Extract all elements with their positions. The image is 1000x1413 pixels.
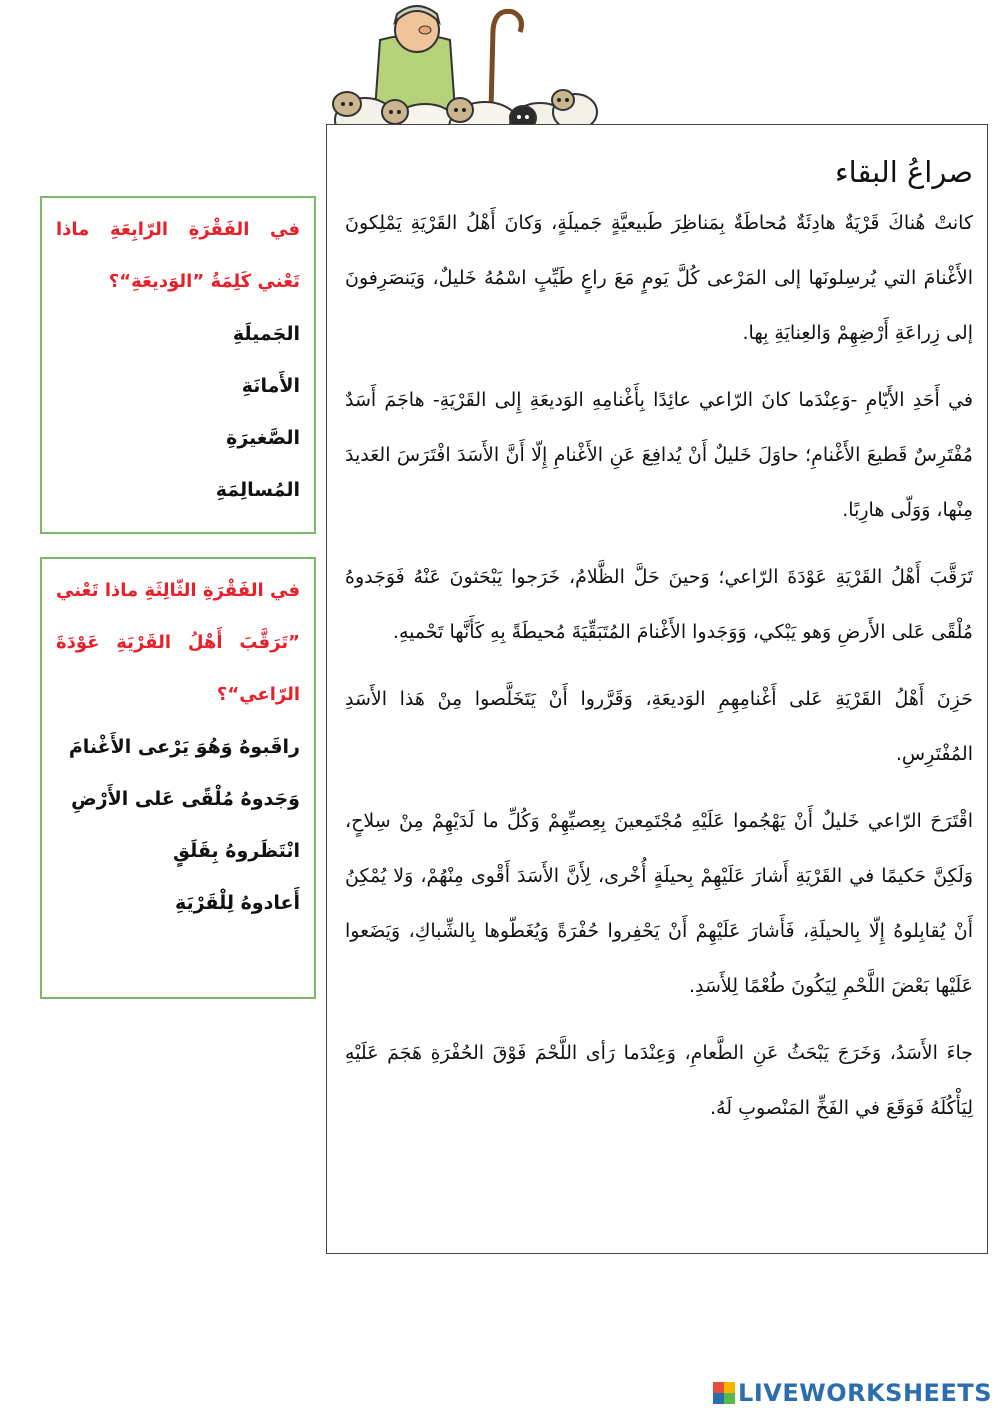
question-box-2 [40, 557, 316, 999]
story-paragraph-2: في أَحَدِ الأَيّامِ -وَعِنْدَما كانَ الرّاعي عائِدًا بِأَغْنامِهِ الوَديعَةِ إِلى القَرْيَةِ- هاجَمَ أَسَدٌ مُفْتَرِسٌ قَطيعَ الأَغْنامِ؛ حاوَلَ خَليلٌ أَنْ يُدافِعَ عَنِ الأَغْنامِ إِلّا أَنَّ الأَسَدَ افْتَرَسَ العَديدَ مِنْها، وَوَلّى هارِبًا. [345, 388, 973, 521]
story-paragraph-6: جاءَ الأَسَدُ، وَخَرَجَ يَبْحَثُ عَنِ الطَّعامِ، وَعِنْدَما رَأى اللَّحْمَ فَوْقَ الحُفْرَةِ هَجَمَ عَلَيْهِ لِيَأْكُلَهُ فَوَقَعَ في الفَخِّ المَنْصوبِ لَهُ. [345, 1041, 973, 1119]
question-2-option-2[interactable]: وَجَدوهُ مُلْقًى عَلى الأَرْضِ [71, 788, 300, 810]
question-1-prompt: في الفَقْرَةِ الرّابِعَةِ ماذا تَعْني كَلِمَةُ ”الوَديعَةِ“؟ [56, 219, 300, 292]
story-paragraph-3: تَرَقَّبَ أَهْلُ القَرْيَةِ عَوْدَةَ الرّاعي؛ وَحينَ حَلَّ الظَّلامُ، خَرَجوا يَبْحَثونَ عَنْهُ فَوَجَدوهُ مُلْقًى عَلى الأَرضِ وَهو يَبْكي، وَوَجَدوا الأَغْنامَ المُتَبَقِّيَةَ مُحيطَةً بِهِ كَأَنَّها تَحْميهِ. [345, 565, 973, 643]
question-1-option-1[interactable]: الجَميلَةِ [232, 323, 300, 345]
question-2-option-4[interactable]: أَعادوهُ لِلْقَرْيَةِ [174, 892, 300, 914]
story-paragraph-4: حَزِنَ أَهْلُ القَرْيَةِ عَلى أَغْنامِهِمِ الوَديعَةِ، وَقَرَّروا أَنْ يَتَخَلَّصوا مِنْ هَذا الأَسَدِ المُفْتَرِسِ. [345, 687, 973, 765]
question-2-option-1[interactable]: راقَبوهُ وَهُوَ يَرْعى الأَغْنامَ [68, 736, 300, 758]
story-panel [326, 124, 988, 1254]
brand-name: LIVEWORKSHEETS [738, 1379, 992, 1407]
liveworksheets-logo-icon [713, 1382, 735, 1404]
story-paragraph-1: كانتْ هُناكَ قَرْيَةٌ هادِئَةٌ مُحاطَةٌ بِمَناظِرَ طَبيعيَّةٍ جَميلَةٍ، وَكانَ أَهْلُ القَرْيَةِ يَمْلِكونَ الأَغْنامَ التي يُرسِلونَها إلى المَرْعى كُلَّ يَومٍ مَعَ راعٍ طَيِّبٍ اسْمُهُ خَليلٌ، وَيَنصَرِفونَ إلى زِراعَةِ أَرْضِهِمْ وَالعِنايَةِ بِها. [345, 211, 973, 344]
question-box-1 [40, 196, 316, 534]
footer-brand [713, 1376, 992, 1410]
question-1-option-3[interactable]: الصَّغيرَةِ [226, 427, 300, 449]
question-2-prompt: في الفَقْرَةِ الثّالِثَةِ ماذا تَعْني ”تَرَقَّبَ أَهْلُ القَرْيَةِ عَوْدَةَ الرّاعي“؟ [56, 580, 300, 705]
question-1-option-2[interactable]: الأَمانَةِ [241, 375, 300, 397]
story-paragraph-5: اقْتَرَحَ الرّاعي خَليلٌ أَنْ يَهْجُموا عَلَيْهِ مُجْتَمِعينَ بِعِصيِّهِمْ وَكُلِّ ما لَدَيْهِمْ مِنْ سِلاحٍ، وَلَكِنَّ حَكيمًا في القَرْيَةِ أَشارَ عَلَيْهِمْ بِحيلَةٍ أُخْرى، لِأَنَّ الأَسَدَ أَقْوى مِنْهُمْ، وَلا يُمْكِنُ أَنْ يُقابِلوهُ إِلّا بِالحيلَةِ، فَأَشارَ عَلَيْهِمْ أَنْ يَحْفِروا حُفْرَةً وَيُغَطّوها بِالشِّباكِ، وَيَضَعوا عَلَيْها بَعْضَ اللَّحْمِ لِيَكُونَ طُعْمًا لِلأَسَدِ. [345, 809, 973, 997]
question-2-option-3[interactable]: انْتَظَروهُ بِقَلَقٍ [172, 840, 300, 862]
story-title: صراعُ البقاء [835, 155, 973, 189]
question-1-option-4[interactable]: المُسالِمَةِ [215, 479, 300, 501]
